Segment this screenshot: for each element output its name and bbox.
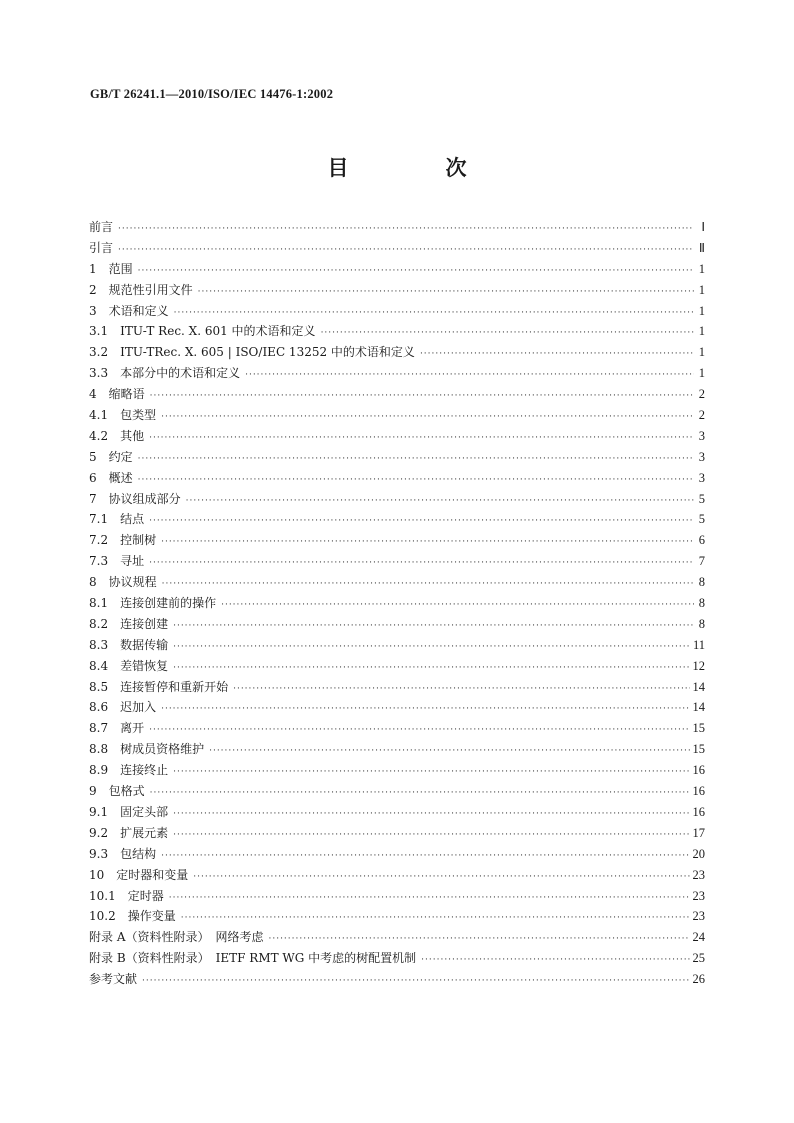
toc-entry-label: 8.9 连接终止 [89, 763, 169, 778]
toc-entry[interactable] [89, 593, 705, 614]
toc-entry[interactable] [89, 572, 705, 593]
toc-leader-dots [138, 449, 694, 470]
toc-entry[interactable] [89, 280, 705, 301]
toc-entry-label: 5 约定 [89, 449, 133, 464]
toc-entry[interactable] [89, 760, 705, 781]
toc-entry-label: 附录 B（资料性附录） IETF RMT WG 中考虑的树配置机制 [89, 951, 417, 966]
toc-entry[interactable] [89, 865, 705, 886]
toc-leader-dots [245, 365, 694, 386]
toc-leader-dots [209, 741, 689, 762]
toc-leader-dots [162, 574, 694, 595]
toc-entry[interactable] [89, 405, 705, 426]
toc-entry-label: 参考文献 [89, 972, 138, 987]
toc-leader-dots [161, 407, 694, 428]
toc-leader-dots [173, 616, 694, 637]
toc-leader-dots [150, 386, 694, 407]
toc-entry-page: 17 [692, 825, 705, 840]
toc-entry[interactable] [89, 906, 705, 927]
toc-entry-label: 8 协议规程 [89, 575, 157, 590]
toc-entry-label: 8.1 连接创建前的操作 [89, 596, 217, 611]
toc-entry-page: 16 [692, 804, 705, 819]
toc-entry-label: 8.4 差错恢复 [89, 658, 169, 673]
toc-entry[interactable] [89, 886, 705, 907]
toc-entry-label: 前言 [89, 220, 114, 234]
toc-entry-page: 5 [698, 491, 705, 506]
toc-entry-page: 11 [692, 637, 705, 652]
toc-entry-label: 3.3 本部分中的术语和定义 [89, 366, 241, 381]
toc-entry[interactable] [89, 718, 705, 739]
toc-entry-label: 6 概述 [89, 470, 133, 485]
toc-entry-label: 10.1 定时器 [89, 888, 164, 903]
toc-entry-page: 3 [698, 449, 705, 464]
toc-leader-dots [149, 428, 694, 449]
toc-entry-page: 15 [692, 721, 705, 736]
toc-entry[interactable] [89, 489, 705, 510]
toc-leader-dots [173, 825, 689, 846]
toc-entry[interactable] [89, 447, 705, 468]
toc-entry-label: 7 协议组成部分 [89, 491, 181, 506]
toc-entry[interactable] [89, 530, 705, 551]
toc-entry[interactable] [89, 551, 705, 572]
toc-entry-label: 2 规范性引用文件 [89, 282, 193, 297]
toc-entry-label: 3.1 ITU-T Rec. X. 601 中的术语和定义 [89, 324, 316, 339]
toc-entry-label: 7.3 寻址 [89, 554, 145, 569]
toc-entry[interactable] [89, 802, 705, 823]
toc-entry-label: 8.7 离开 [89, 721, 145, 736]
toc-leader-dots [149, 511, 694, 532]
toc-leader-dots [174, 303, 694, 324]
toc-entry-page: 26 [692, 972, 705, 987]
toc-leader-dots [149, 553, 694, 574]
toc-entry[interactable] [89, 509, 705, 530]
toc-entry-label: 4 缩略语 [89, 387, 145, 402]
toc-entry-label: 附录 A（资料性附录） 网络考虑 [89, 930, 264, 945]
toc-entry-page: 23 [692, 888, 705, 903]
toc-entry-page: 5 [698, 512, 705, 527]
toc-entry[interactable] [89, 969, 705, 990]
toc-leader-dots [161, 699, 689, 720]
toc-leader-dots [221, 595, 694, 616]
toc-entry-page: 2 [698, 408, 705, 423]
toc-leader-dots [138, 470, 694, 491]
toc-entry-page: 20 [692, 846, 705, 861]
toc-entry-page: 23 [692, 867, 705, 882]
toc-entry-label: 9.3 包结构 [89, 846, 157, 861]
toc-leader-dots [161, 846, 689, 867]
toc-entry-label: 4.1 包类型 [89, 408, 157, 423]
toc-leader-dots [149, 720, 689, 741]
toc-leader-dots [198, 282, 694, 303]
toc-entry-page: 24 [692, 930, 705, 945]
toc-leader-dots [118, 219, 694, 240]
toc-entry[interactable] [89, 342, 705, 363]
toc-entry-page: 15 [692, 742, 705, 757]
toc-entry[interactable] [89, 677, 705, 698]
toc-entry-label: 10 定时器和变量 [89, 867, 189, 882]
toc-leader-dots [173, 762, 689, 783]
toc-entry-page: 6 [698, 533, 705, 548]
toc-entry-page: 1 [698, 324, 705, 339]
toc-entry-label: 8.5 连接暂停和重新开始 [89, 679, 229, 694]
toc-entry[interactable] [89, 321, 705, 342]
toc-entry-page: 14 [692, 679, 705, 694]
toc-entry-label: 1 范围 [89, 261, 133, 276]
toc-entry[interactable] [89, 384, 705, 405]
toc-entry-label: 9.1 固定头部 [89, 804, 169, 819]
toc-entry[interactable] [89, 217, 705, 238]
toc-entry-page: Ⅰ [701, 220, 705, 234]
toc-entry-page: 3 [698, 470, 705, 485]
toc-leader-dots [161, 532, 694, 553]
toc-entry-label: 9.2 扩展元素 [89, 825, 169, 840]
toc-entry-label: 8.8 树成员资格维护 [89, 742, 205, 757]
toc-entry-label: 3 术语和定义 [89, 303, 169, 318]
toc-leader-dots [169, 888, 690, 909]
toc-entry[interactable] [89, 697, 705, 718]
toc-entry-label: 8.3 数据传输 [89, 637, 169, 652]
toc-entry-page: 12 [692, 658, 705, 673]
toc-entry-label: 9 包格式 [89, 784, 145, 799]
toc-entry[interactable] [89, 739, 705, 760]
toc-entry[interactable] [89, 301, 705, 322]
toc-leader-dots [173, 804, 689, 825]
toc-leader-dots [173, 637, 690, 658]
toc-entry-page: 8 [698, 616, 705, 631]
toc-entry-page: 16 [692, 784, 705, 799]
toc-entry-page: 8 [698, 575, 705, 590]
toc-entry[interactable] [89, 844, 705, 865]
toc-leader-dots [181, 908, 690, 929]
toc-entry[interactable] [89, 614, 705, 635]
toc-entry-page: 14 [692, 700, 705, 715]
toc-entry-page: 1 [698, 366, 705, 381]
toc-entry-page: 1 [698, 282, 705, 297]
toc-entry[interactable] [89, 781, 705, 802]
toc-entry-label: 10.2 操作变量 [89, 909, 176, 924]
table-of-contents [89, 217, 705, 990]
toc-entry-page: 1 [698, 303, 705, 318]
toc-entry[interactable] [89, 927, 705, 948]
toc-entry-page: 2 [698, 387, 705, 402]
toc-entry-page: 25 [692, 951, 705, 966]
toc-entry-label: 7.1 结点 [89, 512, 145, 527]
toc-leader-dots [173, 658, 689, 679]
standard-number: GB/T 26241.1—2010/ISO/IEC 14476-1:2002 [90, 87, 334, 101]
toc-entry-page: 7 [698, 554, 705, 569]
toc-leader-dots [233, 679, 689, 700]
toc-entry-page: 1 [698, 261, 705, 276]
toc-entry[interactable] [89, 948, 705, 969]
toc-entry-page: 23 [692, 909, 705, 924]
toc-leader-dots [138, 261, 694, 282]
toc-entry-label: 3.2 ITU-TRec. X. 605 | ISO/IEC 13252 中的术语和定义 [89, 345, 415, 360]
toc-leader-dots [142, 971, 689, 992]
toc-entry[interactable] [89, 635, 705, 656]
toc-entry-label: 4.2 其他 [89, 428, 145, 443]
toc-leader-dots [150, 783, 690, 804]
toc-leader-dots [321, 323, 694, 344]
toc-leader-dots [193, 867, 689, 888]
toc-entry[interactable] [89, 823, 705, 844]
toc-entry-label: 7.2 控制树 [89, 533, 157, 548]
toc-leader-dots [186, 491, 694, 512]
toc-entry-label: 引言 [89, 240, 114, 255]
toc-entry[interactable] [89, 468, 705, 489]
toc-leader-dots [118, 240, 694, 261]
toc-entry-page: 8 [698, 596, 705, 611]
toc-entry[interactable] [89, 656, 705, 677]
toc-entry[interactable] [89, 259, 705, 280]
toc-entry[interactable] [89, 363, 705, 384]
toc-entry[interactable] [89, 426, 705, 447]
toc-entry-page: 16 [692, 763, 705, 778]
toc-leader-dots [421, 950, 689, 971]
toc-entry-page: Ⅱ [698, 240, 705, 255]
toc-entry-page: 3 [698, 428, 705, 443]
toc-entry-label: 8.6 迟加入 [89, 700, 157, 715]
toc-entry-page: 1 [698, 345, 705, 360]
toc-entry[interactable] [89, 238, 705, 259]
toc-leader-dots [420, 344, 694, 365]
toc-title: 目 次 [327, 156, 505, 180]
toc-entry-label: 8.2 连接创建 [89, 616, 169, 631]
toc-leader-dots [268, 929, 689, 950]
